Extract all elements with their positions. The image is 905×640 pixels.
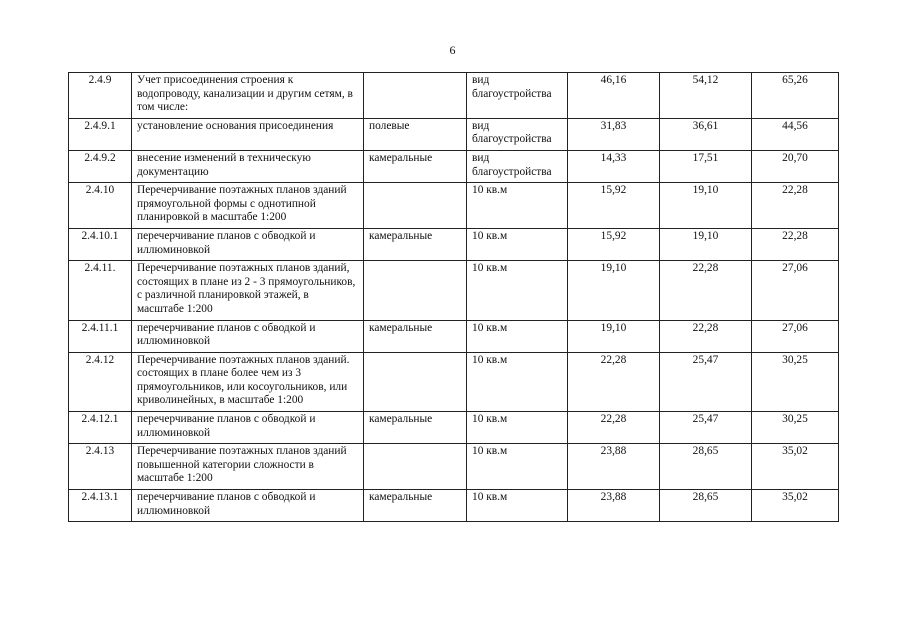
table-row bbox=[69, 261, 839, 320]
row-price-2: 17,51 bbox=[660, 150, 752, 182]
row-price-3: 35,02 bbox=[752, 490, 839, 522]
row-unit: вид благоустройства bbox=[467, 150, 568, 182]
row-unit: 10 кв.м bbox=[467, 183, 568, 229]
row-description: Учет присоединения строения к водопроводу, канализации и другим сетям, в том числе: bbox=[132, 73, 364, 119]
row-unit: вид благоустройства bbox=[467, 118, 568, 150]
table-row bbox=[69, 444, 839, 490]
row-description: внесение изменений в техническую документацию bbox=[132, 150, 364, 182]
row-code: 2.4.13 bbox=[69, 444, 132, 490]
row-unit: вид благоустройства bbox=[467, 73, 568, 119]
row-code: 2.4.12.1 bbox=[69, 412, 132, 444]
row-code: 2.4.11.1 bbox=[69, 320, 132, 352]
row-price-1: 19,10 bbox=[568, 261, 660, 320]
row-price-1: 46,16 bbox=[568, 73, 660, 119]
row-work-type: камеральные bbox=[364, 320, 467, 352]
row-work-type bbox=[364, 444, 467, 490]
row-description: перечерчивание планов с обводкой и иллюминовкой bbox=[132, 228, 364, 260]
row-code: 2.4.13.1 bbox=[69, 490, 132, 522]
table-row bbox=[69, 118, 839, 150]
row-description: перечерчивание планов с обводкой и иллюминовкой bbox=[132, 412, 364, 444]
page-number: 6 bbox=[449, 43, 456, 57]
row-description: перечерчивание планов с обводкой и иллюминовкой bbox=[132, 320, 364, 352]
row-price-2: 22,28 bbox=[660, 320, 752, 352]
table-row bbox=[69, 73, 839, 119]
row-price-2: 28,65 bbox=[660, 490, 752, 522]
row-price-3: 22,28 bbox=[752, 183, 839, 229]
row-work-type: полевые bbox=[364, 118, 467, 150]
row-code: 2.4.10.1 bbox=[69, 228, 132, 260]
row-work-type: камеральные bbox=[364, 150, 467, 182]
row-price-3: 65,26 bbox=[752, 73, 839, 119]
row-price-1: 23,88 bbox=[568, 444, 660, 490]
row-price-2: 54,12 bbox=[660, 73, 752, 119]
table-body bbox=[69, 73, 839, 522]
row-code: 2.4.12 bbox=[69, 352, 132, 411]
row-work-type bbox=[364, 183, 467, 229]
row-work-type: камеральные bbox=[364, 490, 467, 522]
row-unit: 10 кв.м bbox=[467, 228, 568, 260]
row-unit: 10 кв.м bbox=[467, 444, 568, 490]
row-unit: 10 кв.м bbox=[467, 261, 568, 320]
row-price-1: 31,83 bbox=[568, 118, 660, 150]
row-code: 2.4.9 bbox=[69, 73, 132, 119]
row-price-1: 22,28 bbox=[568, 412, 660, 444]
row-price-1: 15,92 bbox=[568, 228, 660, 260]
row-price-1: 22,28 bbox=[568, 352, 660, 411]
row-unit: 10 кв.м bbox=[467, 320, 568, 352]
row-price-1: 14,33 bbox=[568, 150, 660, 182]
row-work-type bbox=[364, 352, 467, 411]
row-price-3: 44,56 bbox=[752, 118, 839, 150]
row-description: Перечерчивание поэтажных планов зданий, состоящих в плане из 2 - 3 прямоугольников, с различной планировкой этажей, в масштабе 1:200 bbox=[132, 261, 364, 320]
table-row bbox=[69, 352, 839, 411]
row-description: Перечерчивание поэтажных планов зданий. состоящих в плане более чем из 3 прямоугольников, или косоугольников, или криволинейных, в масштабе 1:200 bbox=[132, 352, 364, 411]
row-price-3: 30,25 bbox=[752, 412, 839, 444]
row-description: Перечерчивание поэтажных планов зданий повышенной категории сложности в масштабе 1:200 bbox=[132, 444, 364, 490]
row-price-2: 25,47 bbox=[660, 412, 752, 444]
row-work-type: камеральные bbox=[364, 228, 467, 260]
row-code: 2.4.9.1 bbox=[69, 118, 132, 150]
row-price-2: 36,61 bbox=[660, 118, 752, 150]
row-price-1: 19,10 bbox=[568, 320, 660, 352]
row-price-1: 15,92 bbox=[568, 183, 660, 229]
row-price-3: 27,06 bbox=[752, 261, 839, 320]
table-row bbox=[69, 320, 839, 352]
price-table bbox=[68, 72, 839, 522]
table-row bbox=[69, 228, 839, 260]
table-row bbox=[69, 490, 839, 522]
row-price-3: 20,70 bbox=[752, 150, 839, 182]
row-work-type: камеральные bbox=[364, 412, 467, 444]
row-price-3: 22,28 bbox=[752, 228, 839, 260]
row-description: перечерчивание планов с обводкой и иллюминовкой bbox=[132, 490, 364, 522]
row-code: 2.4.11. bbox=[69, 261, 132, 320]
row-price-3: 35,02 bbox=[752, 444, 839, 490]
row-code: 2.4.10 bbox=[69, 183, 132, 229]
row-price-2: 28,65 bbox=[660, 444, 752, 490]
row-description: Перечерчивание поэтажных планов зданий прямоугольной формы с однотипной планировкой в масштабе 1:200 bbox=[132, 183, 364, 229]
row-price-2: 25,47 bbox=[660, 352, 752, 411]
row-price-2: 22,28 bbox=[660, 261, 752, 320]
row-work-type bbox=[364, 73, 467, 119]
row-price-3: 27,06 bbox=[752, 320, 839, 352]
row-code: 2.4.9.2 bbox=[69, 150, 132, 182]
row-unit: 10 кв.м bbox=[467, 490, 568, 522]
table-row bbox=[69, 183, 839, 229]
row-price-1: 23,88 bbox=[568, 490, 660, 522]
row-price-2: 19,10 bbox=[660, 228, 752, 260]
row-price-2: 19,10 bbox=[660, 183, 752, 229]
row-price-3: 30,25 bbox=[752, 352, 839, 411]
row-unit: 10 кв.м bbox=[467, 412, 568, 444]
row-unit: 10 кв.м bbox=[467, 352, 568, 411]
row-description: установление основания присоединения bbox=[132, 118, 364, 150]
table-row bbox=[69, 150, 839, 182]
row-work-type bbox=[364, 261, 467, 320]
table-row bbox=[69, 412, 839, 444]
